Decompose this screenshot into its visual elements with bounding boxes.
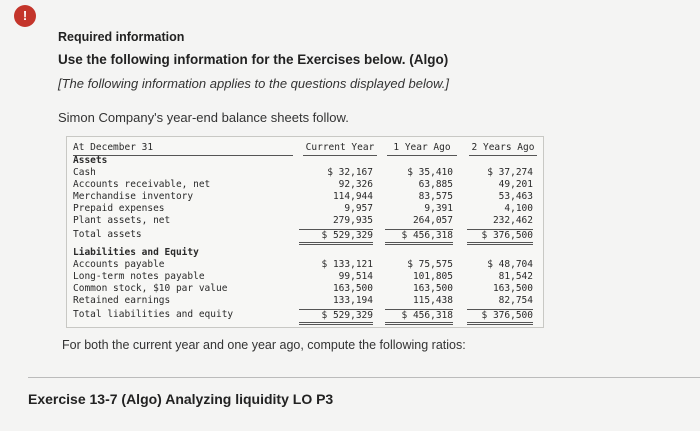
current-year-value: 9,957: [344, 203, 373, 214]
two-years-ago-value: 81,542: [498, 271, 533, 282]
row-label: Prepaid expenses: [73, 203, 165, 214]
exercise-title: Exercise 13-7 (Algo) Analyzing liquidity LO P3: [28, 391, 334, 407]
current-year-value: $ 529,329: [299, 229, 373, 245]
one-year-ago-value: 101,805: [412, 271, 453, 282]
two-years-ago-value: 53,463: [498, 191, 533, 202]
current-year-value: 279,935: [332, 215, 373, 226]
current-year-value: $ 133,121: [321, 259, 373, 270]
table-row: [67, 167, 543, 179]
current-year-value: 163,500: [332, 283, 373, 294]
two-years-ago-value: 163,500: [492, 283, 533, 294]
row-label: Cash: [73, 167, 96, 178]
two-years-ago-value: 49,201: [498, 179, 533, 190]
row-label: Total liabilities and equity: [73, 309, 234, 320]
row-label: Accounts receivable, net: [73, 179, 211, 190]
use-info-heading: Use the following information for the Exercises below. (Algo): [58, 52, 449, 67]
compute-instruction: For both the current year and one year ago, compute the following ratios:: [62, 338, 466, 352]
two-years-ago-value: $ 376,500: [467, 309, 533, 325]
liabilities-heading-row: [67, 247, 543, 259]
current-year-value: $ 529,329: [299, 309, 373, 325]
balance-sheet-table: [66, 136, 544, 328]
table-row: [67, 215, 543, 227]
total-liabilities-row: [67, 309, 543, 321]
one-year-ago-value: $ 456,318: [385, 229, 453, 245]
total-assets-row: [67, 229, 543, 241]
row-label: Common stock, $10 par value: [73, 283, 228, 294]
table-row: [67, 283, 543, 295]
applies-note: [The following information applies to the questions displayed below.]: [58, 76, 449, 91]
header-one-year-ago: 1 Year Ago: [387, 141, 457, 156]
table-row: [67, 271, 543, 283]
two-years-ago-value: 82,754: [498, 295, 533, 306]
row-label: Plant assets, net: [73, 215, 171, 226]
two-years-ago-value: $ 37,274: [487, 167, 533, 178]
two-years-ago-value: $ 376,500: [467, 229, 533, 245]
current-year-value: 133,194: [332, 295, 373, 306]
required-info-heading: Required information: [58, 30, 185, 44]
one-year-ago-value: $ 456,318: [385, 309, 453, 325]
row-label: Merchandise inventory: [73, 191, 194, 202]
current-year-value: $ 32,167: [327, 167, 373, 178]
row-label: Long-term notes payable: [73, 271, 205, 282]
header-current-year: Current Year: [303, 141, 377, 156]
current-year-value: 92,326: [338, 179, 373, 190]
one-year-ago-value: 163,500: [412, 283, 453, 294]
row-label: Total assets: [73, 229, 142, 240]
liabilities-heading: Liabilities and Equity: [73, 247, 199, 258]
one-year-ago-value: 63,885: [418, 179, 453, 190]
one-year-ago-value: $ 75,575: [407, 259, 453, 270]
table-row: [67, 259, 543, 271]
two-years-ago-value: $ 48,704: [487, 259, 533, 270]
alert-icon: !: [14, 5, 36, 27]
assets-heading-row: [67, 155, 543, 167]
table-row: [67, 191, 543, 203]
one-year-ago-value: 115,438: [412, 295, 453, 306]
table-row: [67, 179, 543, 191]
header-two-years-ago: 2 Years Ago: [469, 141, 537, 156]
one-year-ago-value: 83,575: [418, 191, 453, 202]
one-year-ago-value: 264,057: [412, 215, 453, 226]
header-date-label: At December 31: [73, 141, 293, 156]
row-label: Retained earnings: [73, 295, 171, 306]
table-row: [67, 203, 543, 215]
intro-text: Simon Company's year-end balance sheets follow.: [58, 110, 349, 125]
two-years-ago-value: 232,462: [492, 215, 533, 226]
two-years-ago-value: 4,100: [504, 203, 533, 214]
one-year-ago-value: $ 35,410: [407, 167, 453, 178]
one-year-ago-value: 9,391: [424, 203, 453, 214]
table-row: [67, 295, 543, 307]
row-label: Accounts payable: [73, 259, 165, 270]
current-year-value: 99,514: [338, 271, 373, 282]
current-year-value: 114,944: [332, 191, 373, 202]
section-divider: [28, 377, 700, 378]
assets-heading: Assets: [73, 155, 108, 166]
